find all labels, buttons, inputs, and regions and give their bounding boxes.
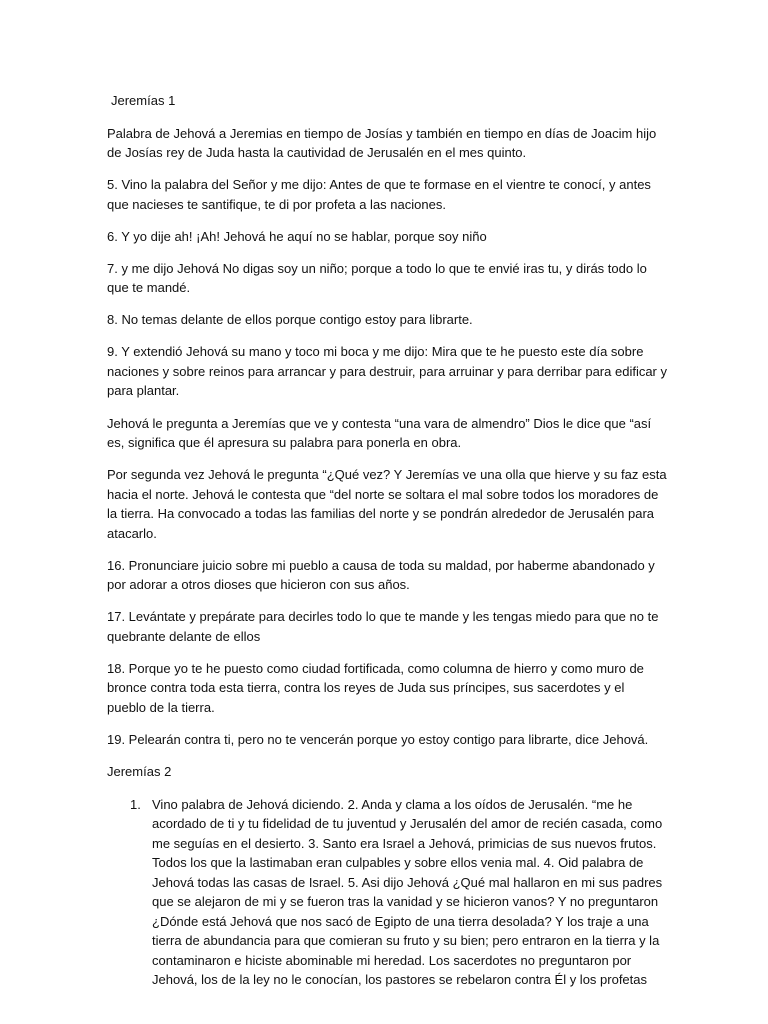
list-item xyxy=(107,795,667,990)
list-item-text: Vino palabra de Jehová diciendo. 2. Anda y clama a los oídos de Jerusalén. “me he acordado de ti y tu fidelidad de tu juventud y Jerusalén del amor de recién casada, como me seguías en el desierto. 3. Santo era Israel a Jehová, primicias de sus nuevos frutos. Todos los que la lastimaban eran culpables y sobre ellos venia mal. 4. Oid palabra de Jehová todas las casas de Israel. 5. Asi dijo Jehová ¿Qué mal hallaron en mi sus padres que se alejaron de mi y se fueron tras la vanidad y se hicieron vanos? Y no preguntaron ¿Dónde está Jehová que nos sacó de Egipto de una tierra desolada? Y los traje a una tierra de abundancia para que comieran su fruto y su bien; pero entraron en la tierra y la contaminaron e hiciste abominable mi heredad. Los sacerdotes no preguntaron por Jehová, los de la ley no le conocían, los pastores se rebelaron contra Él y los profetas xyxy=(152,796,663,988)
paragraph: 5. Vino la palabra del Señor y me dijo: Antes de que te formase en el vientre te conocí, y antes que nacieses te santifique, te di por profeta a las naciones. xyxy=(107,177,651,212)
paragraph: Por segunda vez Jehová le pregunta “¿Qué vez? Y Jeremías ve una olla que hierve y su faz esta hacia el norte. Jehová le contesta que “del norte se soltara el mal sobre todos los moradores de la tierra. Ha convocado a todas las familias del norte y se pondrán alrededor de Jerusalén para atacarlo. xyxy=(107,467,667,541)
paragraph: 16. Pronunciare juicio sobre mi pueblo a causa de toda su maldad, por haberme abandonado y por adorar a otros dioses que hicieron con sus años. xyxy=(107,557,655,593)
paragraph: 17. Levántate y prepárate para decirles todo lo que te mande y les tengas miedo para que no te quebrante delante de ellos xyxy=(107,609,659,644)
chapter-heading-1: Jeremías 1 xyxy=(111,93,176,108)
paragraph: 9. Y extendió Jehová su mano y toco mi boca y me dijo: Mira que te he puesto este día sobre naciones y sobre reinos para arrancar y para destruir, para arruinar y para derribar para edificar y para plantar. xyxy=(107,344,667,399)
paragraph: 8. No temas delante de ellos porque contigo estoy para librarte. xyxy=(107,312,473,328)
chapter-heading-2: Jeremías 2 xyxy=(107,764,172,780)
paragraph: 19. Pelearán contra ti, pero no te vencerán porque yo estoy contigo para librarte, dice Jehová. xyxy=(107,732,649,748)
paragraph: 7. y me dijo Jehová No digas soy un niño; porque a todo lo que te envié iras tu, y dirás todo lo que te mandé. xyxy=(107,260,647,296)
paragraph: 6. Y yo dije ah! ¡Ah! Jehová he aquí no se hablar, porque soy niño xyxy=(107,228,487,244)
document-body xyxy=(107,91,667,990)
numbered-list xyxy=(107,795,667,990)
paragraph: 18. Porque yo te he puesto como ciudad fortificada, como columna de hierro y como muro de bronce contra toda esta tierra, contra los reyes de Juda sus príncipes, sus sacerdotes y el pueblo de la tierra. xyxy=(107,660,644,715)
list-item-number: 1. xyxy=(130,796,141,812)
paragraph: Jehová le pregunta a Jeremías que ve y contesta “una vara de almendro” Dios le dice que “así es, significa que él apresura su palabra para ponerla en obra. xyxy=(107,415,652,451)
paragraph: Palabra de Jehová a Jeremias en tiempo de Josías y también en tiempo en días de Joacim hijo de Josías rey de Juda hasta la cautividad de Jerusalén en el mes quinto. xyxy=(107,125,657,160)
